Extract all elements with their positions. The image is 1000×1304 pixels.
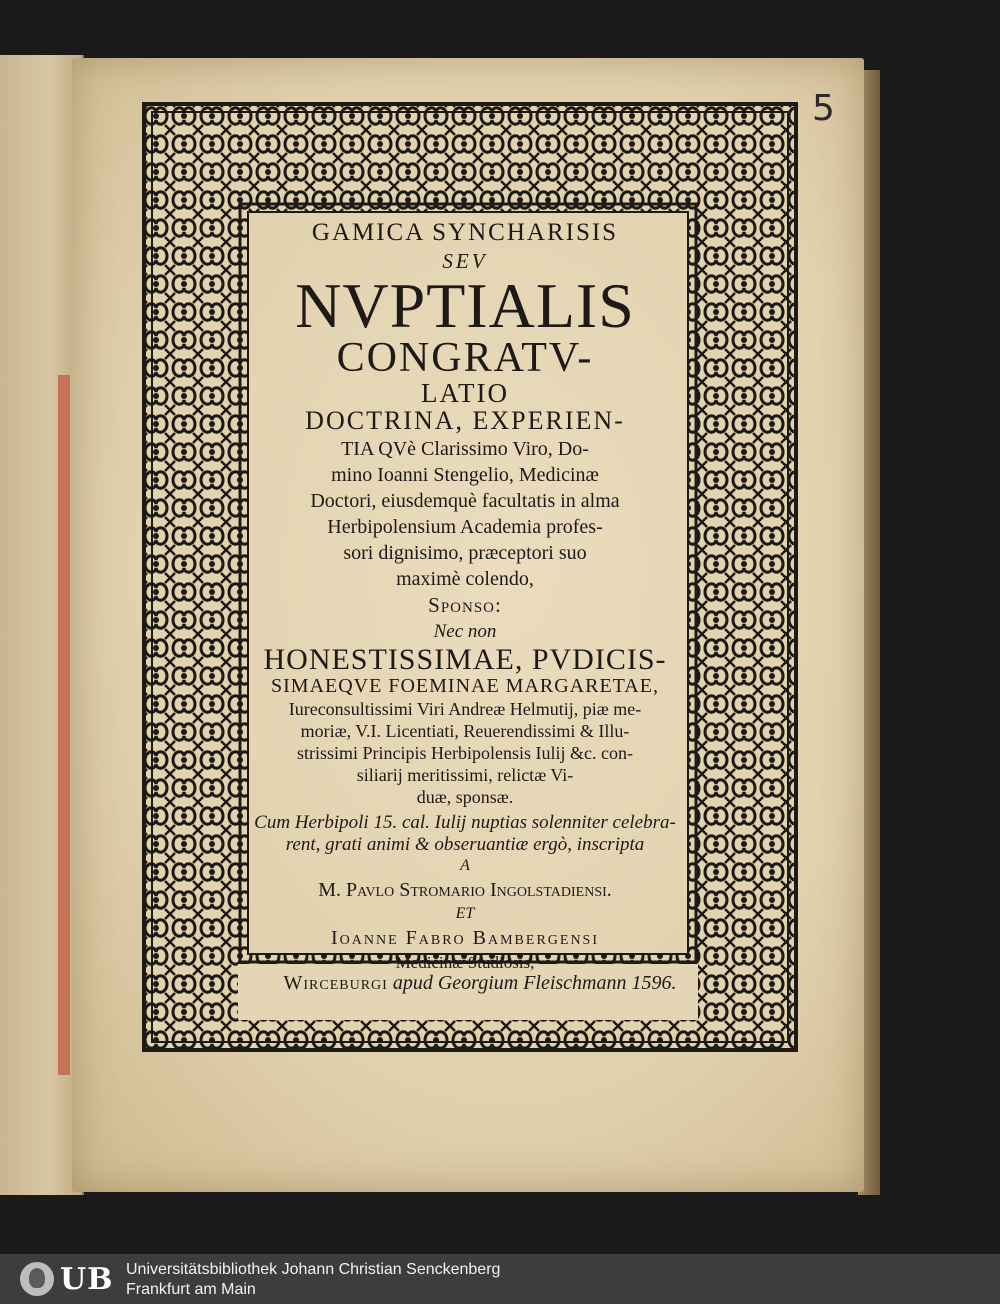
title-line: Herbipolensium Academia profes-: [327, 516, 603, 538]
title-line: TIA QVè Clarissimo Viro, Do-: [341, 438, 589, 460]
title-line: moriæ, V.I. Licentiati, Reuerendissimi & Illu-: [300, 721, 630, 741]
title-line: Cum Herbipoli 15. cal. Iulij nuptias solenniter celebra-: [254, 812, 676, 833]
portrait-icon: [20, 1262, 54, 1296]
library-name: [126, 1260, 500, 1300]
title-line: strissimi Principis Herbipolensis Iulij &c. con-: [297, 743, 633, 763]
title-line: SIMAEQVE FOEMINAE MARGARETAE,: [271, 675, 659, 697]
title-line: CONGRATV-: [336, 335, 594, 381]
imprint-printer: apud Georgium Fleischmann 1596.: [392, 972, 677, 994]
binding-edge: [58, 375, 70, 1075]
title-line: Sponso:: [428, 593, 502, 617]
title-line: siliarij meritissimi, relictæ Vi-: [356, 765, 574, 785]
logo-text: UB: [60, 1261, 114, 1297]
imprint-place: Wirceburgi: [283, 972, 388, 994]
title-line: M. Pavlo Stromario Ingolstadiensi.: [318, 879, 612, 901]
title-line: A: [460, 857, 470, 874]
imprint: [270, 972, 690, 995]
title-line: Ioanne Fabro Bambergensi: [330, 927, 600, 949]
title-line: ET: [455, 905, 475, 922]
library-name-line1: Universitätsbibliothek Johann Christian Senckenberg: [126, 1261, 501, 1278]
title-line: LATIO: [421, 378, 509, 408]
title-line: rent, grati animi & obseruantiæ ergò, inscripta: [285, 834, 645, 855]
title-line: Doctori, eiusdemquè facultatis in alma: [310, 490, 620, 512]
title-line: GAMICA SYNCHARISIS: [311, 219, 619, 246]
title-line: mino Ioanni Stengelio, Medicinæ: [331, 464, 599, 486]
library-name-line2: Frankfurt am Main: [126, 1281, 256, 1298]
folio-number: 5: [812, 88, 835, 129]
main-title: NVPTIALIS: [295, 270, 635, 341]
title-line: DOCTRINA, EXPERIEN-: [305, 406, 625, 435]
title-block: [248, 215, 682, 972]
title-line: Nec non: [433, 621, 497, 642]
title-line: duæ, sponsæ.: [416, 787, 514, 807]
title-line: sori dignisimo, præceptori suo: [343, 542, 587, 564]
ub-logo[interactable]: [20, 1260, 116, 1298]
title-line: HONESTISSIMAE, PVDICIS-: [263, 643, 667, 676]
title-line: Medicinæ Studiosis,: [395, 953, 535, 972]
title-line: maximè colendo,: [396, 568, 534, 590]
library-footer: [0, 1254, 1000, 1304]
title-line: Iureconsultissimi Viri Andreæ Helmutij, piæ me-: [288, 699, 642, 719]
title-line: SEV: [442, 249, 488, 273]
